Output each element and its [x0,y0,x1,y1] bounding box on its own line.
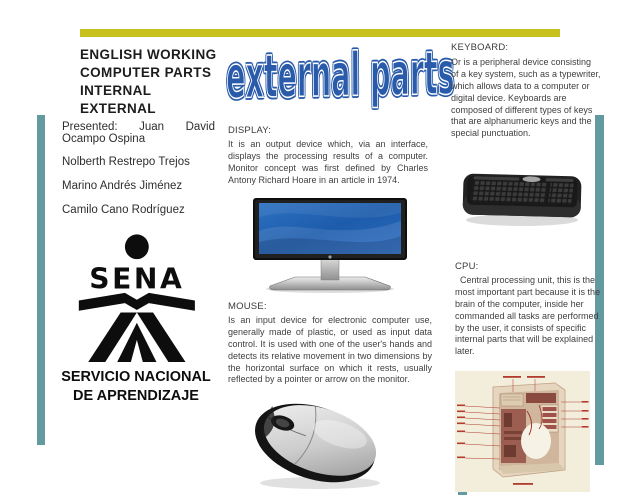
presented-by-line [62,121,215,133]
presenter-name: Nolberth Restrepo Trejos [62,156,190,168]
display-heading: DISPLAY: [228,125,272,136]
cover-title-line: ENGLISH WORKING [80,47,217,62]
presenter-name: Ocampo Ospina [62,133,146,145]
presenters-list [62,121,215,228]
cpu-paragraph: Central processing unit, this is the most important part because it is the brain of the computer, inside her commanded all tasks are performed by the user, it consists of specific internal parts that will be explained later. [455,275,601,357]
sena-logo-icon [71,234,201,362]
keyboard-image [459,166,585,235]
sena-caption [52,368,220,406]
presented-word: David [185,121,215,133]
cpu-case-diagram-image [455,371,590,495]
display-paragraph: It is an output device which, via an interface, displays the processing results of a computer. Monitor concept was first defined by Charles Antony Richard Hoare in an article in 1974. [228,139,428,185]
mouse-paragraph: Is an input device for electronic computer use, generally made of plastic, or used as input data control. It is used with one of the user's hands and detects its relative movement in two dimensions by the horizontal surface on which it rests, usually reflected by a pointer or arrow on the monitor. [228,315,432,385]
cover-title-line: INTERNAL [80,83,152,99]
sena-logo-block [52,234,220,406]
keyboard-heading: KEYBOARD: [451,42,509,53]
mouse-heading: MOUSE: [228,301,267,312]
mouse-image [238,393,393,495]
presented-word: Juan [139,121,165,133]
presenter-name: Marino Andrés Jiménez [62,180,183,192]
sena-caption-line: DE APRENDIZAJE [73,387,199,404]
sena-logo-text: SENA [89,262,185,296]
sena-caption-line: SERVICIO NACIONAL [61,369,211,385]
presented-word: Presented: [62,121,118,133]
top-accent-bar [80,29,560,37]
keyboard-paragraph: Or is a peripheral device consisting of a key system, such as a typewriter, which allows data to a computer or digital device. Keyboards are composed of different types of keys that are alphanumeric keys and the special punctuation. [451,57,601,139]
page-title: external parts [225,37,455,112]
monitor-image [245,197,415,300]
cpu-heading: CPU: [455,261,479,272]
cover-title-line: EXTERNAL [80,101,156,117]
cover-title-line: COMPUTER PARTS [80,65,212,81]
presenter-name: Camilo Cano Rodríguez [62,204,185,216]
left-fold-accent-bar [37,115,45,445]
